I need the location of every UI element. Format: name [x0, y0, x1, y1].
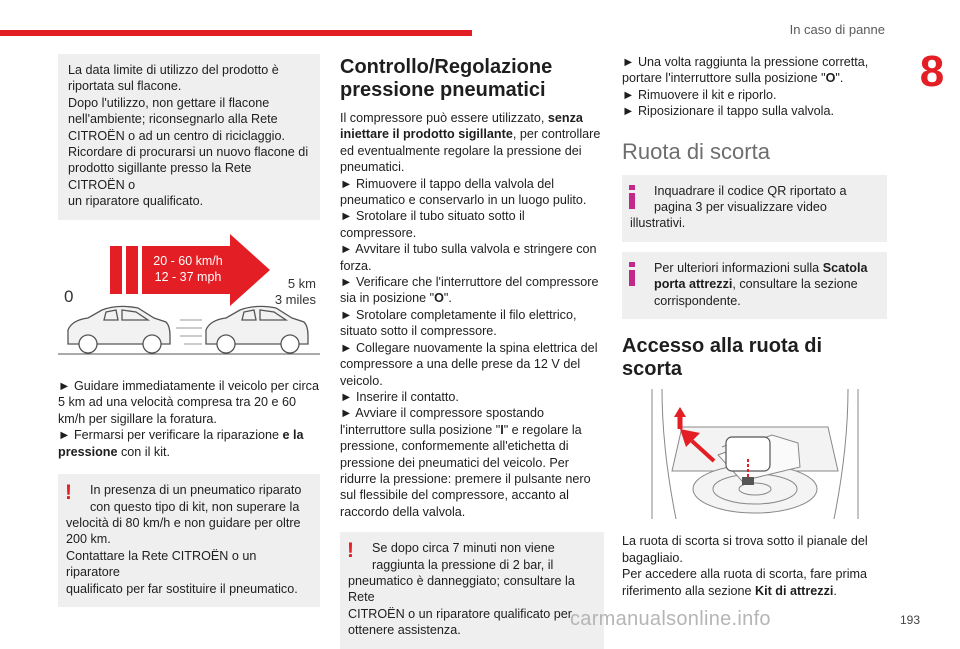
stop-text-a: ► Fermarsi per verificare la riparazione	[58, 428, 283, 443]
warning-line: In presenza di un pneumatico riparato	[90, 483, 302, 498]
distance-miles: 3 miles	[274, 291, 316, 307]
warning-box	[340, 532, 604, 648]
info-line: pagina 3 per visualizzare video	[654, 200, 827, 215]
step: ► Riposizionare il tappo sulla valvola.	[622, 104, 834, 119]
watermark: carmanualsonline.info	[570, 608, 771, 630]
warning-line: con questo tipo di kit, non superare la	[90, 499, 300, 514]
warning-line: Contattare la Rete CITROËN o un riparatore	[66, 548, 257, 580]
warning-line: velocità di 80 km/h e non guidare per oltre	[66, 515, 301, 530]
pressure-intro	[340, 110, 604, 176]
column-3	[622, 54, 887, 599]
note-line: Dopo l'utilizzo, non gettare il flacone	[68, 95, 270, 110]
top-accent-bar	[0, 30, 472, 36]
access-a: Per accedere alla ruota di scorta, fare prima riferimento alla sezione	[622, 567, 867, 598]
info2-b: Scatola porta attrezzi	[654, 260, 868, 292]
step: ► Rimuovere il kit e riporlo.	[622, 87, 777, 102]
column-2	[340, 54, 604, 649]
step: ► Collegare nuovamente la spina elettrica del compressore a una delle prese da 12 V del veicolo.	[340, 340, 598, 388]
intro-b: senza iniettare il prodotto sigillante	[340, 111, 583, 142]
stop-text-c: con il kit.	[117, 444, 170, 459]
distance-km: 5 km	[287, 275, 316, 291]
final-a: ► Una volta raggiunta la pressione corretta, portare l'interruttore sulla posizione "	[622, 55, 869, 86]
spare-access	[622, 566, 887, 599]
car-left-icon	[68, 306, 170, 353]
start-b: I	[500, 422, 504, 437]
spare-wheel-figure	[622, 389, 887, 523]
note-line: riportata sul flacone.	[68, 79, 182, 94]
driving-figure	[58, 232, 320, 364]
info-icon	[628, 262, 636, 286]
motion-lines	[176, 320, 202, 344]
note-line: un riparatore qualificato.	[68, 194, 204, 209]
page-number: 193	[899, 613, 920, 627]
warning-line: qualificato per far sostituire il pneumatico.	[66, 581, 298, 596]
note-line: prodotto sigillante presso la Rete CITROËN o	[68, 161, 252, 192]
warning-line: Se dopo circa 7 minuti non viene	[372, 541, 555, 556]
car-right-icon	[206, 306, 308, 353]
speed-mph: 12 - 37 mph	[154, 269, 222, 284]
step: ► Rimuovere il tappo della valvola del pneumatico e conservarlo in un luogo pulito.	[340, 176, 587, 208]
info-box	[622, 252, 887, 319]
switch-b: O	[434, 291, 444, 306]
spare-location: La ruota di scorta si trova sotto il pianale del bagagliaio.	[622, 534, 868, 565]
warning-line: 200 km.	[66, 532, 111, 547]
info-text	[630, 260, 879, 309]
drive-instruction: ► Guidare immediatamente il veicolo per circa 5 km ad una velocità compresa tra 20 e 60 km/h per sigillare la foratura.	[58, 379, 319, 426]
spare-wheel-title: Ruota di scorta	[622, 138, 770, 164]
info2-c: , consultare la sezione corrispondente.	[654, 277, 858, 308]
info-line: Inquadrare il codice QR riportato a	[654, 183, 847, 198]
step-final	[622, 54, 887, 87]
warning-line: raggiunta la pressione di 2 bar, il	[372, 557, 554, 572]
warning-icon: !	[65, 481, 72, 505]
warning-line: pneumatico è danneggiato; consultare la Rete	[348, 573, 575, 605]
access-b: Kit di attrezzi	[755, 583, 834, 598]
stop-instruction	[58, 427, 320, 460]
pressure-title: Controllo/Regolazione pressione pneumatici	[340, 56, 553, 101]
info-box	[622, 175, 887, 242]
speed-kmh: 20 - 60 km/h	[153, 253, 223, 268]
step: ► Srotolare il tubo situato sotto il compressore.	[340, 209, 525, 240]
info-line: illustrativi.	[630, 216, 686, 231]
warning-box	[58, 474, 320, 607]
warning-line: CITROËN o un riparatore qualificato per	[348, 606, 572, 621]
switch-a: ► Verificare che l'interruttore del compressore sia in posizione "	[340, 275, 599, 306]
info-icon	[628, 185, 636, 209]
info2-a: Per ulteriori informazioni sulla	[654, 260, 823, 275]
final-b: O	[825, 71, 836, 86]
access-title: Accesso alla ruota di scorta	[622, 335, 823, 381]
access-c: .	[833, 583, 837, 598]
final-c: ".	[835, 71, 844, 86]
chapter-number: 8	[919, 47, 945, 96]
step: ► Avvitare il tubo sulla valvola e stringere con forza.	[340, 242, 597, 273]
step-switch	[340, 274, 604, 307]
intro-c: , per controllare ed eventualmente regolare la pressione dei pneumatici.	[340, 127, 601, 175]
warning-line: ottenere assistenza.	[348, 623, 461, 638]
sealant-note-box	[58, 54, 320, 220]
driving-illustration	[58, 232, 320, 360]
note-line: CITROËN o ad un centro di riciclaggio.	[68, 128, 285, 143]
note-line: Ricordare di procurarsi un nuovo flacone di	[68, 145, 309, 160]
section-header: In caso di panne	[789, 22, 885, 37]
start-c: " e regolare la pressione, conformemente all'etichetta di pressione dei pneumatici del veicolo. Per ridurre la pressione: premere il pulsante nero sul flessibile del compressore, accanto al raccordo della valvola.	[340, 422, 591, 519]
note-line: nell'ambiente; riconsegnarlo alla Rete	[68, 112, 278, 127]
step: ► Srotolare completamente il filo elettrico, situato sotto il compressore.	[340, 307, 577, 339]
column-1	[58, 54, 320, 607]
warning-icon: !	[347, 539, 354, 563]
stop-text-b: e la pressione	[58, 428, 304, 459]
switch-c: ".	[443, 291, 452, 306]
start-distance: 0	[64, 286, 74, 306]
speed-bar	[110, 246, 122, 294]
trunk-illustration	[622, 389, 887, 519]
note-line: La data limite di utilizzo del prodotto è	[68, 63, 279, 77]
step: ► Inserire il contatto.	[340, 389, 459, 404]
step-start	[340, 405, 604, 520]
start-a: ► Avviare il compressore spostando l'interruttore sulla posizione "	[340, 406, 545, 437]
speed-bar	[126, 246, 138, 294]
intro-a: Il compressore può essere utilizzato,	[340, 111, 548, 125]
